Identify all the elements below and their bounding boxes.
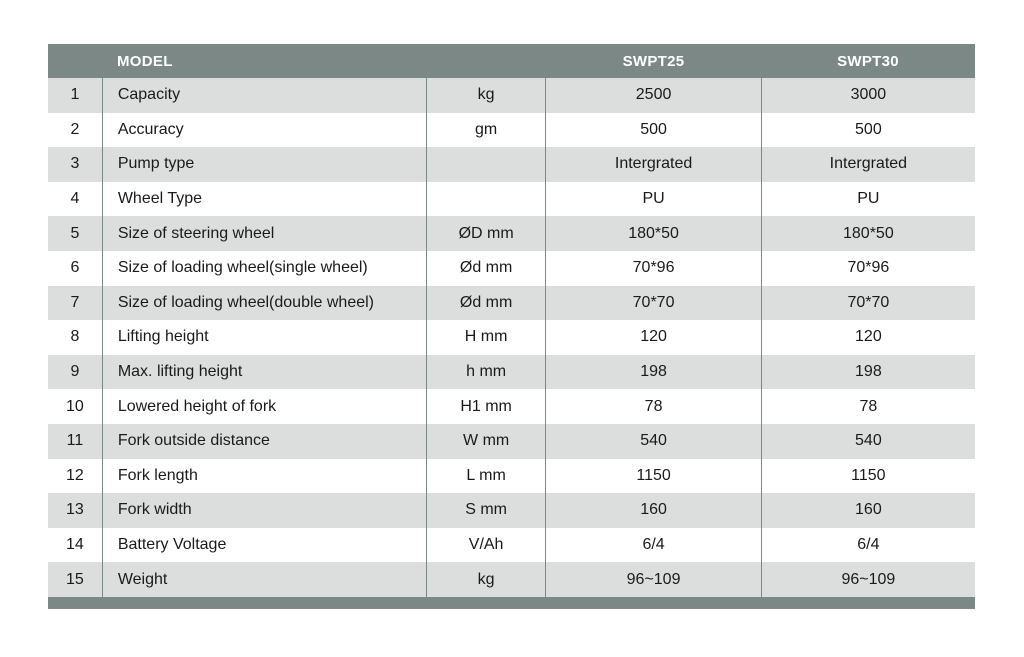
row-number: 14 <box>48 528 103 563</box>
row-number: 7 <box>48 286 103 321</box>
row-value-swpt30: 540 <box>855 432 882 450</box>
row-unit: S mm <box>427 493 547 528</box>
row-value-swpt30: 120 <box>855 328 882 346</box>
row-item: Size of loading wheel(double wheel) <box>103 286 427 321</box>
row-value-swpt30: 500 <box>855 120 882 138</box>
row-value-swpt30: 70*96 <box>847 259 890 277</box>
row-unit: h mm <box>427 355 547 390</box>
row-item: Lowered height of fork <box>103 389 427 424</box>
row-unit: V/Ah <box>427 528 547 563</box>
row-value-swpt25: 160 <box>546 493 761 528</box>
header-no-cell <box>48 44 102 78</box>
row-item: Size of steering wheel <box>103 216 427 251</box>
row-value-swpt30: 96~109 <box>841 570 896 588</box>
header-model-label: MODEL <box>117 52 173 70</box>
row-value-swpt30: Intergrated <box>829 155 908 173</box>
spec-table <box>48 44 975 609</box>
row-value-swpt25: 500 <box>546 113 761 148</box>
row-unit: W mm <box>427 424 547 459</box>
row-item: Accuracy <box>103 113 427 148</box>
row-value-swpt25: 2500 <box>546 78 761 113</box>
row-item: Weight <box>103 562 427 597</box>
row-number: 2 <box>48 113 103 148</box>
row-value-swpt30: 160 <box>855 501 882 519</box>
table-row <box>48 286 975 321</box>
row-value-swpt30: 70*70 <box>847 293 890 311</box>
row-item: Wheel Type <box>103 182 427 217</box>
row-number: 12 <box>48 459 103 494</box>
table-row <box>48 355 975 390</box>
row-number: 5 <box>48 216 103 251</box>
row-value-swpt30: 78 <box>859 397 878 415</box>
row-value-swpt30: PU <box>857 190 880 208</box>
row-item: Pump type <box>103 147 427 182</box>
table-row <box>48 251 975 286</box>
row-number: 6 <box>48 251 103 286</box>
table-row <box>48 459 975 494</box>
row-number: 1 <box>48 78 103 113</box>
row-value-swpt30: 198 <box>855 363 882 381</box>
row-unit: kg <box>427 78 547 113</box>
row-value-swpt25: 180*50 <box>546 216 761 251</box>
row-unit: kg <box>427 562 547 597</box>
row-unit: gm <box>427 113 547 148</box>
table-row <box>48 216 975 251</box>
table-row <box>48 113 975 148</box>
row-value-swpt25: 70*96 <box>546 251 761 286</box>
row-number: 15 <box>48 562 103 597</box>
row-value-swpt30: 180*50 <box>843 224 894 242</box>
row-value-swpt25: 198 <box>546 355 761 390</box>
row-unit <box>427 182 547 217</box>
table-footer-bar <box>48 597 975 609</box>
row-unit: Ød mm <box>427 286 547 321</box>
row-number: 8 <box>48 320 103 355</box>
row-value-swpt30: 6/4 <box>857 536 880 554</box>
row-number: 10 <box>48 389 103 424</box>
row-unit: Ød mm <box>427 251 547 286</box>
table-row <box>48 147 975 182</box>
row-value-swpt25: 78 <box>546 389 761 424</box>
row-item: Fork length <box>103 459 427 494</box>
table-row <box>48 424 975 459</box>
row-value-swpt25: 540 <box>546 424 761 459</box>
row-item: Battery Voltage <box>103 528 427 563</box>
row-value-swpt25: Intergrated <box>546 147 761 182</box>
header-model-swpt25: SWPT25 <box>622 52 685 70</box>
table-row <box>48 493 975 528</box>
row-value-swpt30: 3000 <box>850 86 887 104</box>
row-value-swpt30: 1150 <box>851 466 886 484</box>
row-value-swpt25: 96~109 <box>546 562 761 597</box>
row-number: 11 <box>48 424 103 459</box>
row-item: Max. lifting height <box>103 355 427 390</box>
header-model-swpt30: SWPT30 <box>837 52 899 70</box>
table-header <box>48 44 975 78</box>
row-value-swpt25: 70*70 <box>546 286 761 321</box>
row-number: 9 <box>48 355 103 390</box>
row-item: Fork width <box>103 493 427 528</box>
row-item: Size of loading wheel(single wheel) <box>103 251 427 286</box>
row-item: Lifting height <box>103 320 427 355</box>
table-row <box>48 528 975 563</box>
table-row <box>48 389 975 424</box>
row-unit: ØD mm <box>427 216 547 251</box>
row-unit: H mm <box>427 320 547 355</box>
row-value-swpt25: 120 <box>546 320 761 355</box>
row-unit <box>427 147 547 182</box>
row-unit: H1 mm <box>427 389 547 424</box>
row-unit: L mm <box>427 459 547 494</box>
table-row <box>48 320 975 355</box>
table-row <box>48 562 975 597</box>
row-item: Capacity <box>103 78 427 113</box>
row-number: 3 <box>48 147 103 182</box>
row-number: 4 <box>48 182 103 217</box>
table-row <box>48 182 975 217</box>
row-value-swpt25: 1150 <box>546 459 761 494</box>
row-value-swpt25: 6/4 <box>546 528 761 563</box>
row-item: Fork outside distance <box>103 424 427 459</box>
row-value-swpt25: PU <box>546 182 761 217</box>
row-number: 13 <box>48 493 103 528</box>
table-row <box>48 78 975 113</box>
